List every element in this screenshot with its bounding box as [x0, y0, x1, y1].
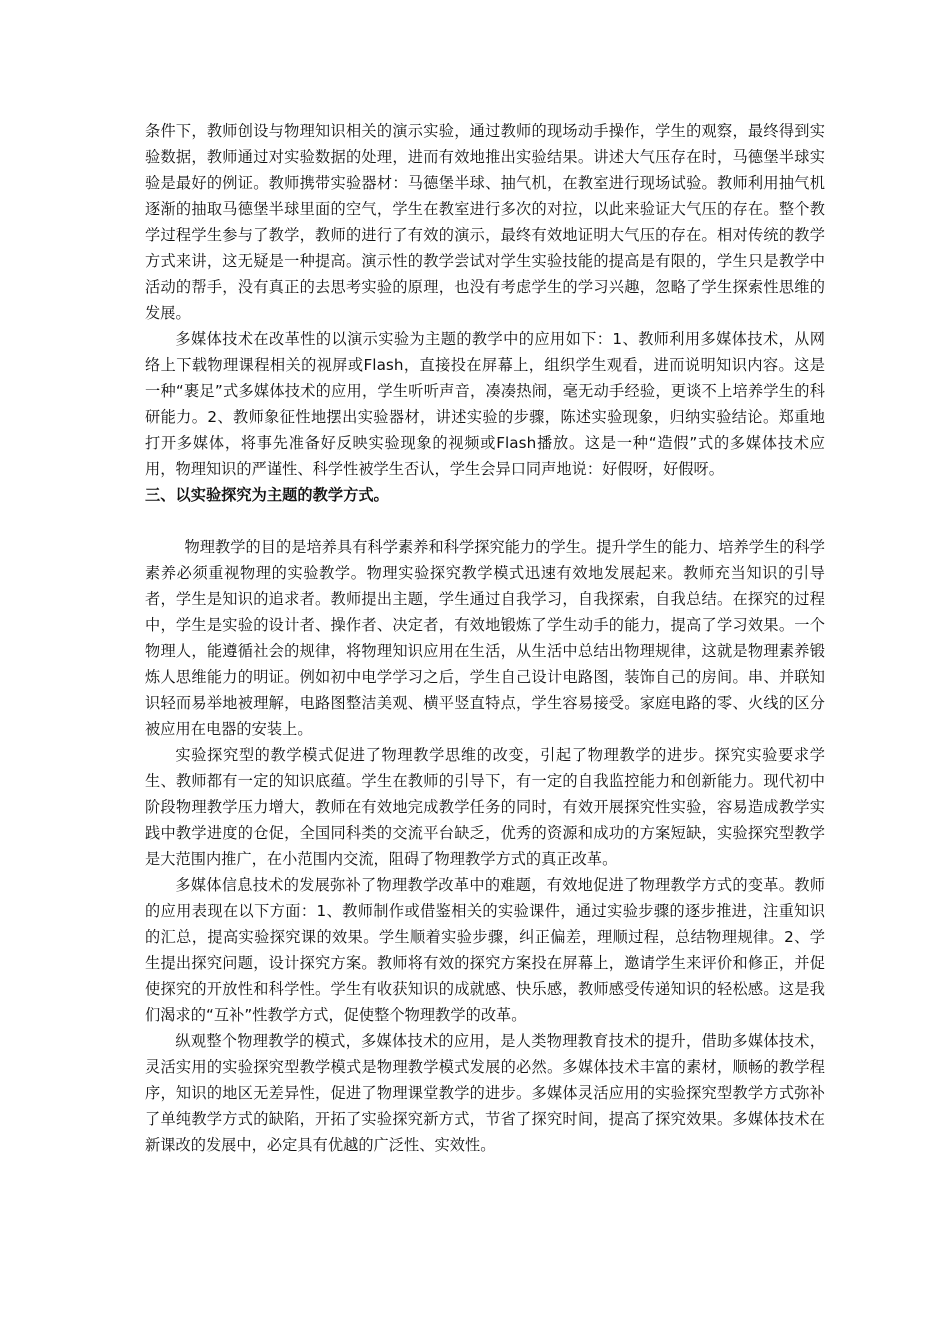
paragraph-inquiry-model: 实验探究型的教学模式促进了物理教学思维的改变，引起了物理教学的进步。探究实验要求学生、教师都有一定的知识底蕴。学生在教师的引导下，有一定的自我监控能力和创新能力。现代初中阶段物理教学压力增大，教师在有效地完成教学任务的同时，有效开展探究性实验，容易造成教学实践中教学进度的仓促，全国同科类的交流平台缺乏，优秀的资源和成功的方案短缺，实验探究型教学是大范围内推广，在小范围内交流，阻碍了物理教学方式的真正改革。	[145, 746, 825, 868]
paragraph-conclusion: 纵观整个物理教学的模式，多媒体技术的应用，是人类物理教育技术的提升，借助多媒体技术，灵活实用的实验探究型教学模式是物理教学模式发展的必然。多媒体技术丰富的素材，顺畅的教学程序，知识的地区无差异性，促进了物理课堂教学的进步。多媒体灵活应用的实验探究型教学方式弥补了单纯教学方式的缺陷，开拓了实验探究新方式，节省了探究时间，提高了探究效果。多媒体技术在新课改的发展中，必定具有优越的广泛性、实效性。	[145, 1032, 825, 1154]
paragraph-multimedia-demo: 多媒体技术在改革性的以演示实验为主题的教学中的应用如下：1、教师利用多媒体技术，从网络上下载物理课程相关的视屏或Flash，直接投在屏幕上，组织学生观看，进而说明知识内容。这是一种“裹足”式多媒体技术的应用，学生听听声音，凑凑热闹，毫无动手经验，更谈不上培养学生的科研能力。2、教师象征性地摆出实验器材，讲述实验的步骤，陈述实验现象，归纳实验结论。郑重地打开多媒体，将事先准备好反映实验现象的视频或Flash播放。这是一种“造假”式的多媒体技术应用，物理知识的严谨性、科学性被学生否认，学生会异口同声地说：好假呀，好假呀。	[145, 330, 825, 478]
paragraph-demo-experiment: 条件下，教师创设与物理知识相关的演示实验，通过教师的现场动手操作，学生的观察，最终得到实验数据，教师通过对实验数据的处理，进而有效地推出实验结果。讲述大气压存在时，马德堡半球实验是最好的例证。教师携带实验器材：马德堡半球、抽气机，在教室进行现场试验。教师利用抽气机逐渐的抽取马德堡半球里面的空气，学生在教室进行多次的对拉，以此来验证大气压的存在。整个教学过程学生参与了教学，教师的进行了有效的演示，最终有效地证明大气压的存在。相对传统的教学方式来讲，这无疑是一种提高。演示性的教学尝试对学生实验技能的提高是有限的，学生只是教学中活动的帮手，没有真正的去思考实验的原理，也没有考虑学生的学习兴趣，忽略了学生探索性思维的发展。	[145, 122, 825, 322]
paragraph-multimedia-inquiry: 多媒体信息技术的发展弥补了物理教学改革中的难题，有效地促进了物理教学方式的变革。教师的应用表现在以下方面：1、教师制作或借鉴相关的实验课件，通过实验步骤的逐步推进，注重知识的汇总，提高实验探究课的效果。学生顺着实验步骤，纠正偏差，理顺过程，总结物理规律。2、学生提出探究问题，设计探究方案。教师将有效的探究方案投在屏幕上，邀请学生来评价和修正，并促使探究的开放性和科学性。学生有收获知识的成就感、快乐感，教师感受传递知识的轻松感。这是我们渴求的“互补”性教学方式，促使整个物理教学的改革。	[145, 876, 825, 1024]
paragraph-inquiry-purpose: 物理教学的目的是培养具有科学素养和科学探究能力的学生。提升学生的能力、培养学生的科学素养必须重视物理的实验教学。物理实验探究教学模式迅速有效地发展起来。教师充当知识的引导者，学生是知识的追求者。教师提出主题，学生通过自我学习，自我探索，自我总结。在探究的过程中，学生是实验的设计者、操作者、决定者，有效地锻炼了学生动手的能力，提高了学习效果。一个物理人，能遵循社会的规律，将物理知识应用在生活，从生活中总结出物理规律，这就是物理素养锻炼人思维能力的明证。例如初中电学学习之后，学生自己设计电路图，装饰自己的房间。串、并联知识轻而易举地被理解，电路图整洁美观、横平竖直特点，学生容易接受。家庭电路的零、火线的区分被应用在电器的安装上。	[145, 538, 825, 738]
section-heading-3: 三、以实验探究为主题的教学方式。	[145, 486, 389, 504]
document-page	[145, 118, 825, 1158]
